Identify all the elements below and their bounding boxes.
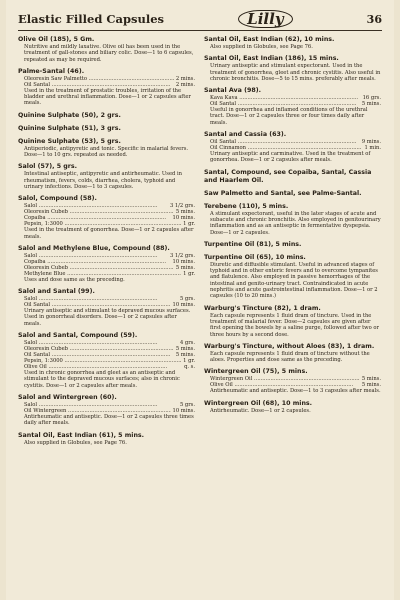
product-title: Wintergreen Oil (75), 5 mins. [204,368,308,376]
product-title: Santal Oil, East Indian (62), 10 mins. [204,36,335,43]
ingredient-name: Pepsin, 1:3000 ..... [24,221,181,227]
ingredient-amount: 10 mins. [172,215,195,222]
product-title: Salol and Wintergreen (60). [18,393,117,401]
product-entry [18,138,195,159]
product-description: Antirheumatic and antiseptic. Dose—1 to 3 capsules after meals. [210,388,381,395]
product-title: Salol and Santal (99). [18,288,95,296]
formula-list [204,376,381,388]
product-title: Saw Palmetto and Santal, see Palme-Santal. [204,189,362,197]
product-description: Also supplied in Globules, see Page 76. [24,439,127,446]
product-title: Turpentine Oil (65), 10 mins. [204,253,306,261]
product-entry [204,87,381,126]
ingredient-name: Salol ..... [24,203,168,209]
ingredient-name: Oil Santal ..... [24,352,174,358]
product-title: Santal Oil, East Indian (186), 15 mins. [204,55,339,63]
formula-list [18,203,195,227]
product-title: Salol, Compound (58). [18,195,97,203]
formula-row [24,271,195,277]
product-description: Also supplied in Globules, see Page 76. [210,44,313,50]
ingredient-amount: 10 mins. [172,302,195,309]
product-description: Intestinal antiseptic, antipyretic and antirheumatic. Used in rheumatism, fevers, colds, diarrhea, cholera, typhoid and urinary infections. Dose—1 to 3 capsules. [24,171,182,190]
left-column [18,36,195,451]
ingredient-amount: 3 1/2 grs. [169,203,195,210]
product-entry [204,368,381,394]
ingredient-amount: 3 1/2 grs. [169,252,195,259]
product-entry [204,203,381,236]
product-entry [204,254,381,300]
product-title: Terebene (110), 5 mins. [204,202,289,210]
ingredient-name: Oil Cinnamon ..... [210,145,362,151]
product-entry [204,190,381,198]
product-entry [204,305,381,338]
lilly-logo: Lilly [238,10,292,28]
ingredient-amount: 2 mins. [175,81,195,88]
product-description: Uses and dose same as the preceding. [24,276,125,283]
formula-row [24,82,195,88]
product-entry [204,241,381,249]
page-number: 36 [366,12,382,26]
ingredient-name: Oleoresin Saw Palmetto ..... [24,76,174,82]
product-title: Warburg's Tincture, without Aloes (83), 1 dram. [204,342,375,350]
product-entry [18,112,195,120]
product-entry [18,394,195,427]
product-description: Urinary antiseptic and stimulant expectorant. Used in the treatment of gonorrhea, gleet and chronic cystitis. Also useful in chronic bronchitis. Dose—5 to 15 mins. preferably after meals. [210,63,381,82]
product-description: Used in chronic gonorrhea and gleet as an antiseptic and stimulant to the depraved mucous surfaces; also in chronic cystitis. Dose—1 or 2 capsules after meals. [24,370,180,389]
product-entry [18,288,195,327]
ingredient-amount: 5 mins. [175,264,195,271]
ingredient-name: Oleoresin Cubeb ..... [24,346,174,352]
product-title: Turpentine Oil (81), 5 mins. [204,240,302,248]
product-description: Each capsule represents 1 fluid dram of tincture without the aloes. Properties and dose same as the preceding. [210,350,370,364]
product-title: Olive Oil (185), 5 Gm. [18,36,95,43]
ingredient-amount: 1 gr. [183,358,195,365]
product-title: Salol (57), 5 grs. [18,163,78,171]
page-title: Elastic Filled Capsules [18,12,165,26]
ingredient-amount: 1 gr. [183,221,195,228]
product-description: A stimulant expectorant, useful in the later stages of acute and subacute and chronic bronchitis. Also employed in genitourinary inflammation and as an antiseptic in fermentative dyspepsia. Dose—1 or 2 capsules. [210,210,381,236]
product-description: Useful in gonorrhea and inflamed conditions of the urethral tract. Dose—1 or 2 capsules three or four times daily after meals. [210,107,368,126]
formula-list [18,76,195,88]
product-entry [18,68,195,107]
product-description: Used in the treatment of gonorrhea. Dose—1 or 2 capsules after meals. [24,227,194,240]
ingredient-amount: 5 grs. [179,401,195,408]
ingredient-amount: 5 mins. [175,209,195,216]
product-title: Santal and Cassia (63). [204,131,287,139]
ingredient-amount: 5 mins. [175,352,195,359]
product-title: Santal Ava (98). [204,87,261,95]
product-title: Wintergreen Oil (68), 10 mins. [204,399,313,407]
ingredient-amount: 2 mins. [175,75,195,82]
product-entry [18,332,195,389]
ingredient-amount: 5 grs. [179,296,195,303]
ingredient-amount: 10 mins. [172,258,195,265]
product-title: Salol and Methylene Blue, Compound (88). [18,244,170,252]
product-title: Santal Oil, East Indian (61), 5 mins. [18,431,145,439]
formula-list [18,296,195,308]
ingredient-name: Wintergreen Oil ..... [210,376,360,382]
ingredient-amount: 16 grs. [362,95,381,102]
ingredient-name: Salol ..... [24,253,168,259]
ingredient-name: Oil Santal ..... [24,302,171,308]
product-description: Diuretic and diffusible stimulant. Useful in advanced stages of typhoid and in other enteric fevers and to overcome tympanites and flatulence. Also employed in passive hemorrhages of the intestinal and genito-urinary tract. Contraindicated in acute nephritis and acute gastrointestinal inflammation. Dose—1 or 2 capsules (10 to 20 mins.) [210,261,378,300]
ingredient-name: Oil Santal ..... [210,139,360,145]
ingredient-amount: 9 mins. [361,139,381,146]
ingredient-amount: 1 gr. [183,270,195,277]
ingredient-amount: 1 min. [364,145,381,152]
ingredient-name: Salol ..... [24,340,178,346]
ingredient-name: Salol ..... [24,402,178,408]
product-entry [18,36,195,63]
page-header [18,8,382,31]
content-columns [18,36,382,451]
ingredient-amount: 4 grs. [179,340,195,347]
ingredient-amount: 5 mins. [361,101,381,108]
product-title: Quinine Sulphate (50), 2 grs. [18,111,121,119]
ingredient-name: Salol ..... [24,296,178,302]
product-title: Warburg's Tincture (82), 1 dram. [204,304,321,312]
formula-list [204,95,381,107]
product-description: Used in the treatment of prostatic troubles, irritation of the bladder and urethral inflammation. Dose—1 or 2 capsules after meals. [24,87,191,107]
product-title: Salol and Santal, Compound (59). [18,332,138,340]
product-entry [18,195,195,240]
product-description: Antiperiodic, antipyretic and tonic. Specific in malarial fevers. Dose—1 to 10 grs. repeated as needed. [24,145,189,159]
ingredient-name: Oleoresin Cubeb ..... [24,265,174,271]
product-entry [18,163,195,190]
ingredient-name: Olive Oil ..... [24,364,182,370]
product-entry [18,432,195,446]
product-title: Quinine Sulphate (53), 5 grs. [18,137,121,145]
ingredient-name: Olive Oil ..... [210,382,360,388]
ingredient-amount: 10 mins. [172,407,195,414]
ingredient-name: Oil Santal ..... [24,82,174,88]
product-entry [204,400,381,414]
product-entry [204,343,381,364]
product-description: Each capsule represents 1 fluid dram of tincture. Used in the treatment of malarial fever. Dose—2 capsules are given after first opening the bowels by a saline purge, followed after two or three hours by a second dose. [210,312,379,338]
product-entry [204,55,381,82]
right-column [204,36,381,451]
product-description: Antirheumatic and antiseptic. Dose—1 or 2 capsules three times daily after meals. [24,413,194,427]
ingredient-name: Oil Wintergreen ..... [24,408,171,414]
formula-list [18,253,195,277]
ingredient-name: Oleoresin Cubeb ..... [24,209,174,215]
product-entry [204,36,381,50]
product-description: Antirheumatic. Dose—1 or 2 capsules. [210,407,311,414]
product-title: Santal, Compound, see Copaiba, Santal, Cassia and Haarlem Oil. [204,168,372,184]
ingredient-amount: 5 mins. [175,346,195,353]
formula-list [204,139,381,151]
formula-list [18,402,195,414]
ingredient-name: Copaiba ..... [24,215,171,221]
ingredient-name: Pepsin, 1:3000 ..... [24,358,181,364]
ingredient-name: Methylene Blue ..... [24,271,181,277]
product-description: Urinary antiseptic and stimulant to depraved mucous surfaces. Used in gonorrheal disorders. Dose—1 or 2 capsules after meals. [24,308,191,327]
product-entry [204,169,381,185]
product-entry [18,245,195,283]
ingredient-name: Kava Kava ..... [210,95,361,101]
product-description: Urinary antiseptic and carminative. Used in the treatment of gonorrhea. Dose—1 or 2 capsules after meals. [210,151,371,164]
ingredient-amount: 5 mins. [361,376,381,383]
product-entry [204,131,381,164]
formula-list [18,340,195,370]
product-entry [18,125,195,133]
product-title: Quinine Sulphate (51), 3 grs. [18,124,121,132]
catalog-page [6,0,394,600]
ingredient-amount: q. s. [184,364,195,371]
ingredient-name: Oil Santal ..... [210,101,360,107]
product-title: Palme-Santal (46). [18,67,85,75]
ingredient-name: Copaiba ..... [24,259,171,265]
ingredient-amount: 5 mins. [361,382,381,389]
product-description: Nutritive and mildly laxative. Olive oil has been used in the treatment of gall-stones and biliary colic. Dose—1 to 6 capsules, repeated as may be required. [24,44,194,63]
